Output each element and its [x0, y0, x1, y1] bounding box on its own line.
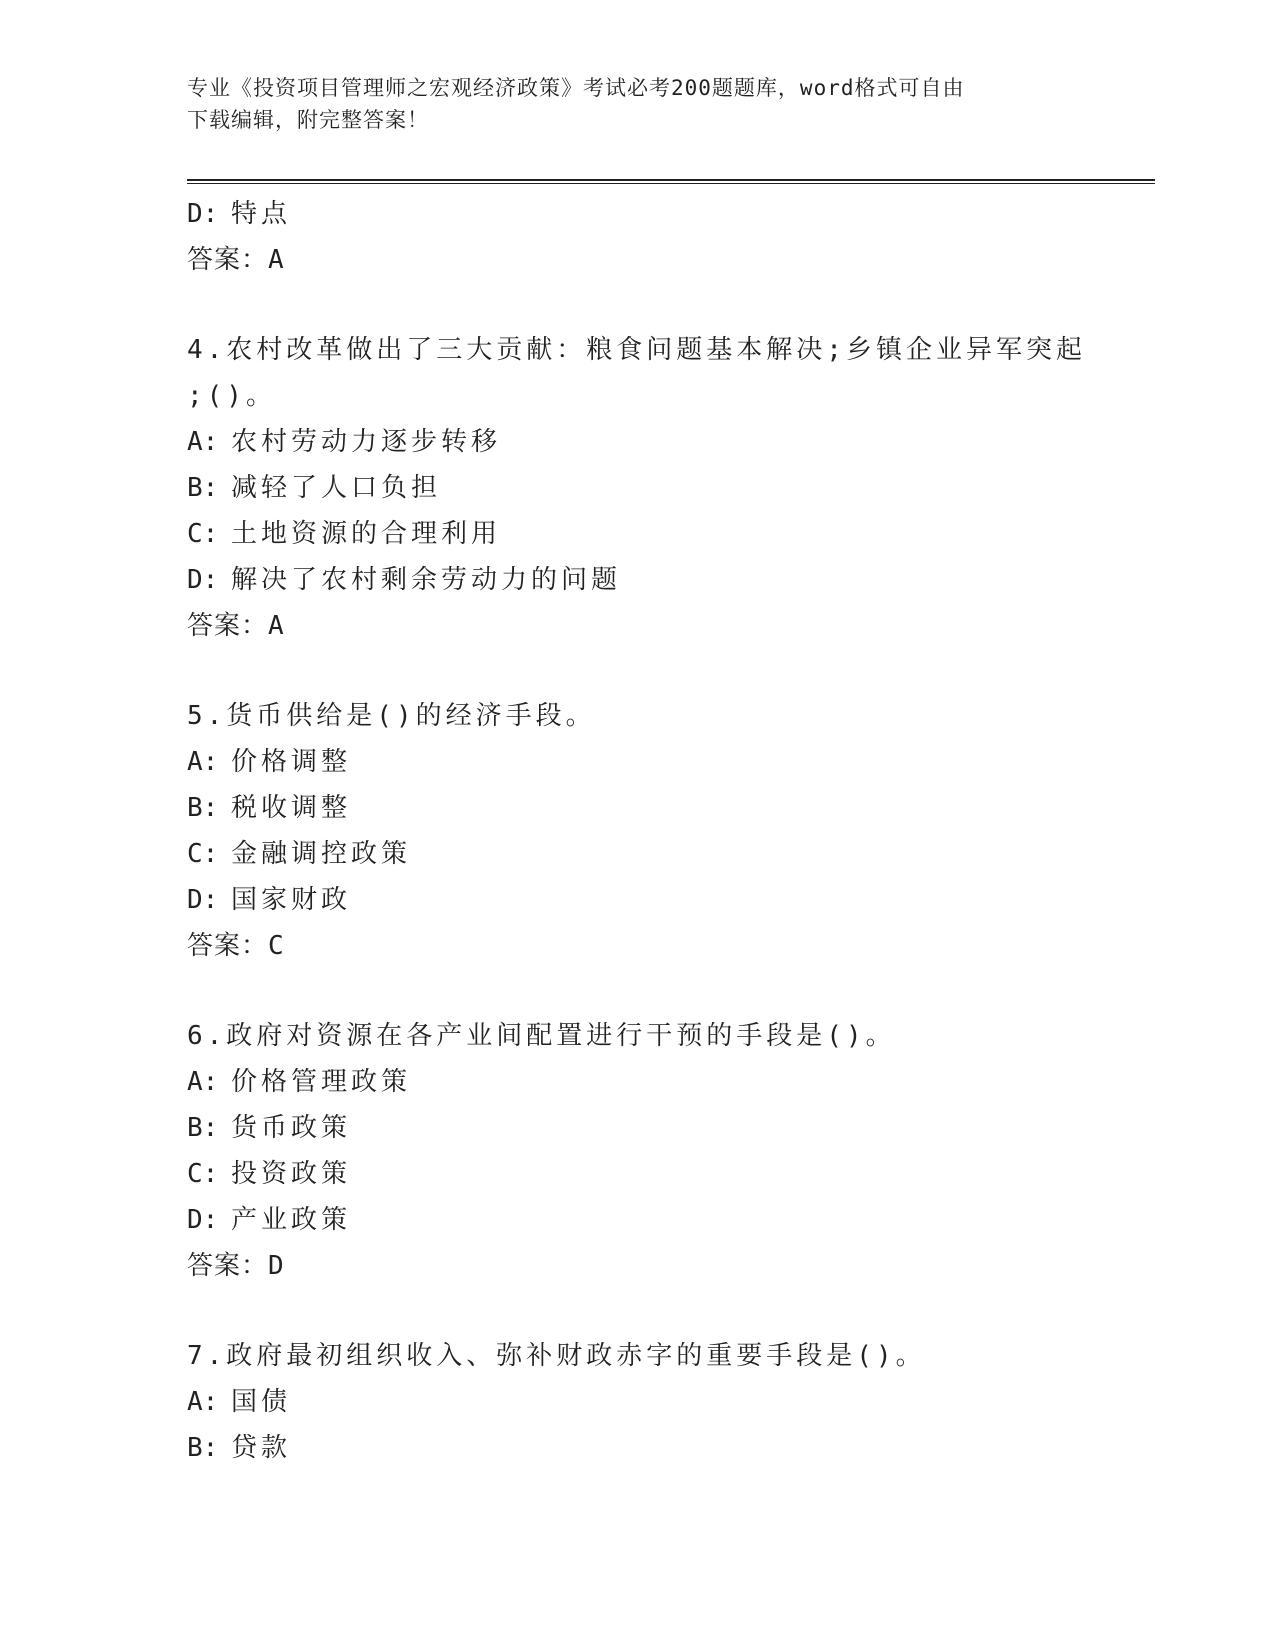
option-c: C: 投资政策: [187, 1159, 352, 1189]
option-d: D: 特点: [187, 199, 292, 229]
question-title: 7.政府最初组织收入、弥补财政赤字的重要手段是()。: [187, 1341, 926, 1371]
question-7: [187, 1333, 1087, 1471]
answer-line: 答案：A: [187, 245, 285, 275]
question-content: [187, 191, 1087, 1471]
option-a: A: 国债: [187, 1387, 292, 1417]
header-divider: [187, 179, 1155, 181]
option-c: C: 金融调控政策: [187, 839, 412, 869]
option-b: B: 贷款: [187, 1433, 292, 1463]
header-divider-thin: [187, 183, 1155, 184]
question-6: [187, 1013, 1087, 1289]
question-4: [187, 327, 1087, 649]
page-header: [187, 72, 1067, 136]
answer-line: 答案：D: [187, 1251, 285, 1281]
option-b: B: 货币政策: [187, 1113, 352, 1143]
option-d: D: 国家财政: [187, 885, 352, 915]
question-5: [187, 693, 1087, 969]
option-a: A: 价格调整: [187, 747, 352, 777]
question-title-cont: ;()。: [187, 381, 276, 411]
option-a: A: 农村劳动力逐步转移: [187, 427, 502, 457]
option-c: C: 土地资源的合理利用: [187, 519, 502, 549]
option-b: B: 税收调整: [187, 793, 352, 823]
header-line-1: 专业《投资项目管理师之宏观经济政策》考试必考200题题库，word格式可自由: [187, 76, 965, 100]
answer-line: 答案：C: [187, 931, 285, 961]
option-b: B: 减轻了人口负担: [187, 473, 442, 503]
option-d: D: 解决了农村剩余劳动力的问题: [187, 565, 622, 595]
question-title: 6.政府对资源在各产业间配置进行干预的手段是()。: [187, 1021, 896, 1051]
option-d: D: 产业政策: [187, 1205, 352, 1235]
question-title: 5.货币供给是()的经济手段。: [187, 701, 596, 731]
answer-line: 答案：A: [187, 611, 285, 641]
header-line-2: 下载编辑，附完整答案！: [187, 108, 429, 132]
question-title: 4.农村改革做出了三大贡献：粮食问题基本解决;乡镇企业异军突起: [187, 335, 1086, 365]
option-a: A: 价格管理政策: [187, 1067, 412, 1097]
